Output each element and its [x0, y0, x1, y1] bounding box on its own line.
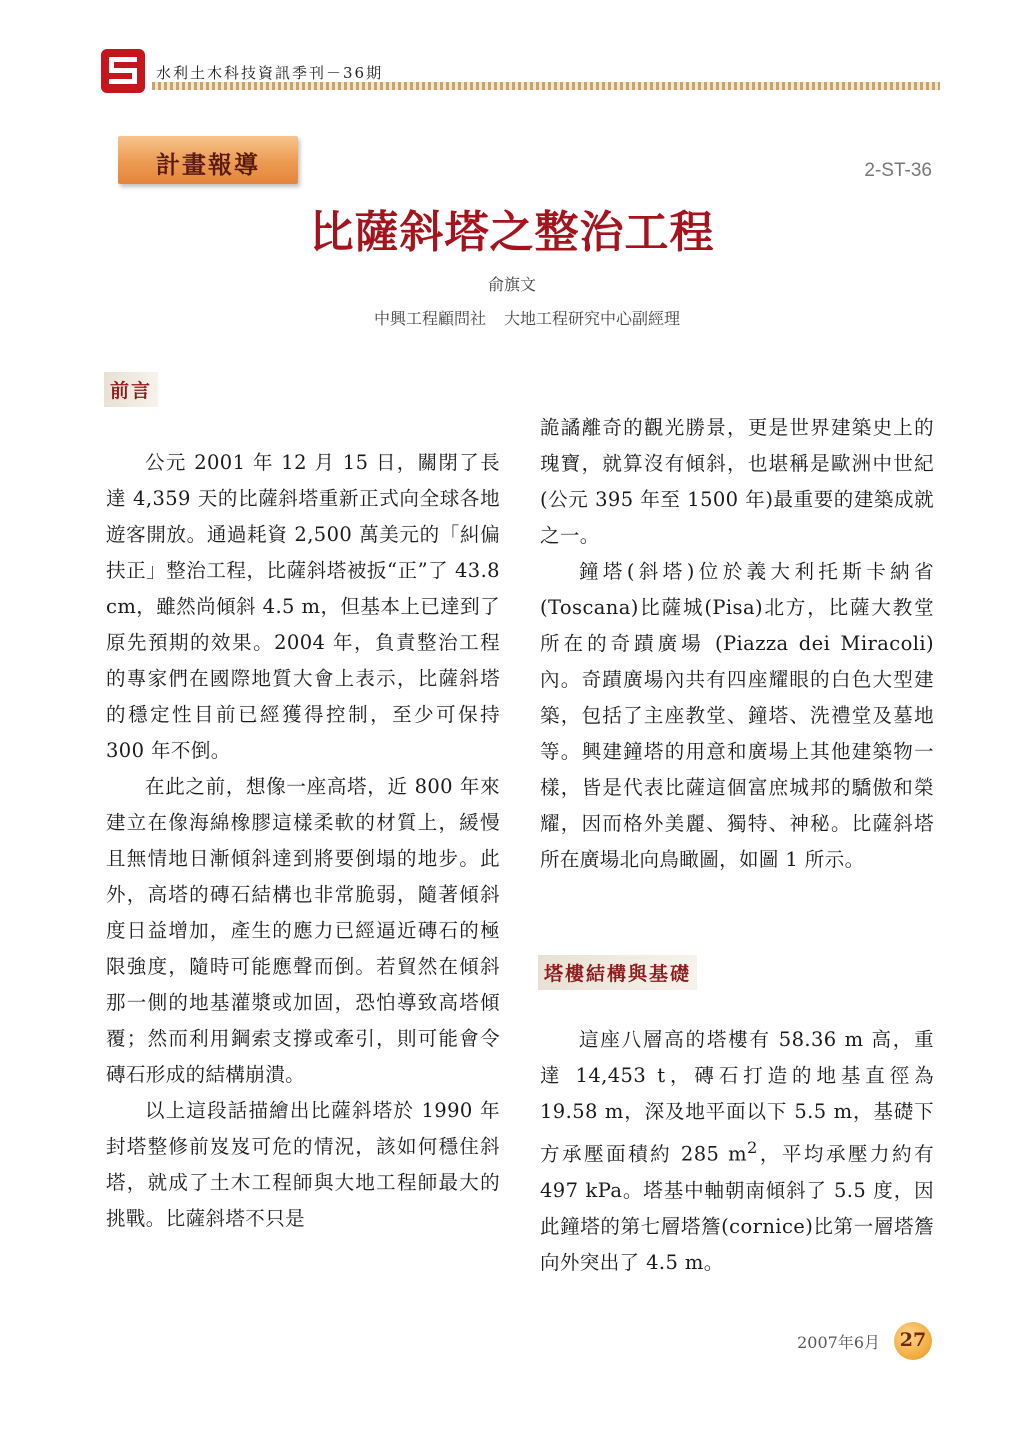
header-rule [152, 82, 940, 90]
page-number-badge [894, 1322, 932, 1360]
author-affiliation [0, 306, 1024, 329]
journal-name: 水利土木科技資訊季刊－36期 [156, 64, 384, 82]
author-name: 俞旗文 [487, 275, 536, 294]
paragraph [540, 1022, 934, 1281]
paragraph: 以上這段話描繪出比薩斜塔於 1990 年封塔整修前岌岌可危的情況，該如何穩住斜塔，就成了土木工程師與大地工程師最大的挑戰。比薩斜塔不只是 [106, 1099, 500, 1230]
section-tag [118, 136, 298, 184]
column-right-bottom [540, 1022, 934, 1281]
affiliation-title: 大地工程研究中心副經理 [504, 309, 681, 328]
paragraph: 公元 2001 年 12 月 15 日，關閉了長達 4,359 天的比薩斜塔重新正式向全球各地遊客開放。通過耗資 2,500 萬美元的「糾偏扶正」整治工程，比薩斜塔被扳“正”了 43.8 cm，雖然尚傾斜 4.5 m，但基本上已達到了原先預期的效果。2004 年，負責整治工程的專家們在國際地質大會上表示，比薩斜塔的穩定性目前已經獲得控制，至少可保持 300 年不倒。 [106, 451, 500, 762]
section-heading-preface: 前言 [104, 372, 158, 407]
page-header [100, 48, 940, 98]
paragraph-text: 這座八層高的塔樓有 58.36 m 高，重達 14,453 t，磚石打造的地基直徑為 19.58 m，深及地平面以下 5.5 m，基礎下方承壓面積約 285 m [540, 1028, 934, 1166]
paragraph: 在此之前，想像一座高塔，近 800 年來建立在像海綿橡膠這樣柔軟的材質上，緩慢且無情地日漸傾斜達到將要倒塌的地步。此外，高塔的磚石結構也非常脆弱，隨著傾斜度日益增加，產生的應力已經逼近磚石的極限強度，隨時可能應聲而倒。若貿然在傾斜那一側的地基灌漿或加固，恐怕導致高塔傾覆；然而利用鋼索支撐或牽引，則可能會令磚石形成的結構崩潰。 [106, 775, 500, 1086]
journal-logo-icon [100, 48, 146, 94]
superscript: 2 [746, 1138, 758, 1157]
column-left [106, 445, 500, 1237]
section-heading-structure: 塔樓結構與基礎 [538, 955, 697, 990]
paragraph-continued: 詭譎離奇的觀光勝景，更是世界建築史上的瑰寶，就算沒有傾斜，也堪稱是歐洲中世紀(公元 395 年至 1500 年)最重要的建築成就之一。 [540, 416, 934, 547]
page-number: 27 [899, 1329, 927, 1351]
paragraph: 鐘塔(斜塔)位於義大利托斯卡納省(Toscana)比薩城(Pisa)北方，比薩大教堂所在的奇蹟廣場 (Piazza dei Miracoli)內。奇蹟廣場內共有四座耀眼的白色大型建築，包括了主座教堂、鐘塔、洗禮堂及墓地等。興建鐘塔的用意和廣場上其他建築物一樣，皆是代表比薩這個富庶城邦的驕傲和榮耀，因而格外美麗、獨特、神秘。比薩斜塔所在廣場北向鳥瞰圖，如圖 1 所示。 [540, 560, 934, 871]
affiliation-org: 中興工程顧問社 [373, 309, 486, 328]
section-tag-label: 計畫報導 [156, 151, 260, 179]
column-right-top [540, 410, 934, 878]
issue-date: 2007年6月 [797, 1333, 880, 1352]
paragraph-text: ，平均承壓力約有 497 kPa。塔基中軸朝南傾斜了 5.5 度，因此鐘塔的第七層塔簷(cornice)比第一層塔簷向外突出了 4.5 m。 [540, 1142, 934, 1274]
article-code: 2-ST-36 [864, 160, 932, 181]
article-title: 比薩斜塔之整治工程 [309, 207, 715, 258]
